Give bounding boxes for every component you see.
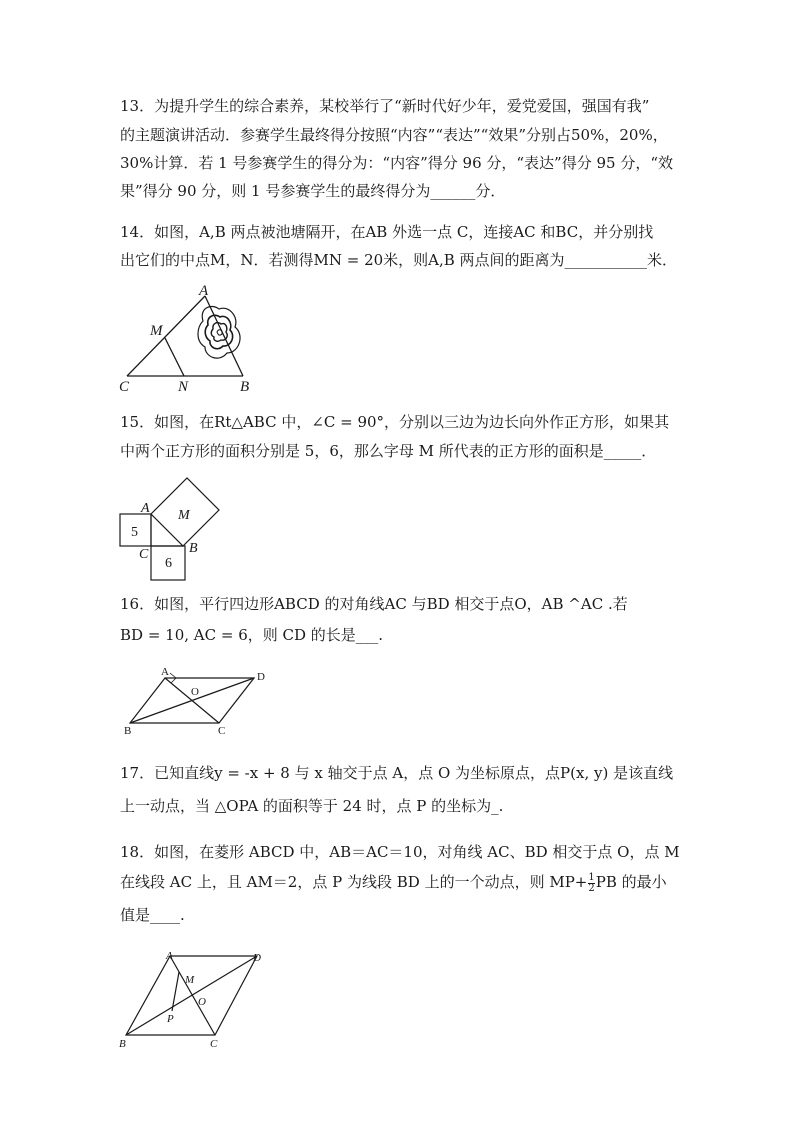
- q18-line-2-start: 在线段 AC 上，且 AM＝2，点 P 为线段 BD 上的一个动点，则 MP+: [120, 873, 588, 891]
- q14-pond-figure: [115, 283, 265, 395]
- q17-line-1: 17．已知直线y = -x + 8 与 x 轴交于点 A，点 O 为坐标原点，点P(x, y) 是该直线: [120, 764, 674, 782]
- q15-line-2: 中两个正方形的面积分别是 5，6，那么字母 M 所代表的正方形的面积是_____．: [120, 442, 657, 460]
- q18-fraction-denominator: 2: [588, 882, 595, 894]
- q14-label-b: B: [240, 379, 250, 395]
- q18-line-1: 18．如图，在菱形 ABCD 中，AB＝AC＝10，对角线 AC、BD 相交于点 O，点 M: [120, 843, 680, 861]
- q14-line-2: 出它们的中点M，N．若测得MN = 20米，则A,B 两点间的距离为___________米．: [120, 251, 678, 269]
- q15-label-b: B: [189, 541, 198, 556]
- q18-rhombus-figure: [112, 946, 272, 1056]
- q18-label-p: P: [167, 1013, 174, 1025]
- q17-line-2: 上一动点，当 △OPA 的面积等于 24 时，点 P 的坐标为_.: [120, 797, 504, 815]
- q18-label-o: O: [198, 996, 206, 1008]
- q18-label-a: A: [166, 950, 173, 962]
- q16-diagonal-bd: [130, 678, 254, 723]
- q14-label-a: A: [199, 283, 209, 299]
- q15-label-5: 5: [131, 525, 138, 540]
- q13-line-3: 30%计算．若 1 号参赛学生的得分为：“内容”得分 96 分，“表达”得分 95 分，“效: [120, 154, 674, 172]
- q18-diagonal-bd: [126, 956, 257, 1035]
- q18-label-m: M: [185, 974, 195, 986]
- q18-label-d: D: [253, 952, 261, 964]
- q15-squares-figure: [110, 472, 230, 584]
- q18-fraction-numerator: 1: [588, 871, 595, 883]
- q14-label-c: C: [119, 379, 130, 395]
- q18-label-c: C: [210, 1038, 218, 1050]
- q15-label-6: 6: [165, 556, 172, 571]
- q18-label-b: B: [119, 1038, 126, 1050]
- q15-label-a: A: [141, 501, 150, 516]
- pond-icon: [198, 306, 240, 358]
- q16-label-b: B: [124, 725, 132, 737]
- q14-label-n: N: [178, 379, 189, 395]
- q18-line-2: [120, 872, 667, 894]
- q18-line-3: 值是____.: [120, 906, 185, 924]
- q16-label-c: C: [218, 725, 226, 737]
- q16-line-1: 16．如图，平行四边形ABCD 的对角线AC 与BD 相交于点O，AB ^AC .若: [120, 595, 628, 613]
- q13-line-1: 13．为提升学生的综合素养，某校举行了“新时代好少年，爱党爱国，强国有我”: [120, 97, 650, 115]
- q15-label-c: C: [139, 547, 149, 562]
- q16-label-a: A: [161, 666, 169, 678]
- q14-line-1: 14．如图，A,B 两点被池塘隔开，在AB 外选一点 C，连接AC 和BC，并分别找: [120, 223, 654, 241]
- q14-segment-mn: [165, 338, 184, 376]
- q14-segment-ca: [127, 296, 205, 376]
- q16-line-2: BD = 10, AC = 6，则 CD 的长是___.: [120, 626, 384, 644]
- q16-label-o: O: [191, 686, 199, 698]
- q13-line-2: 的主题演讲活动．参赛学生最终得分按照“内容”“表达”“效果”分别占50%，20%，: [120, 126, 668, 144]
- q13-line-4: 果”得分 90 分，则 1 号参赛学生的最终得分为______分．: [120, 182, 506, 200]
- q18-line-2-end: PB 的最小: [595, 873, 667, 891]
- q16-label-d: D: [257, 671, 265, 683]
- q18-fraction: [588, 873, 594, 894]
- q15-line-1: 15．如图，在Rt△ABC 中，∠C = 90°，分别以三边为边长向外作正方形，如果其: [120, 413, 670, 431]
- q14-label-m: M: [150, 323, 163, 339]
- q16-parallelogram-figure: [118, 664, 278, 740]
- q15-label-m: M: [178, 508, 190, 523]
